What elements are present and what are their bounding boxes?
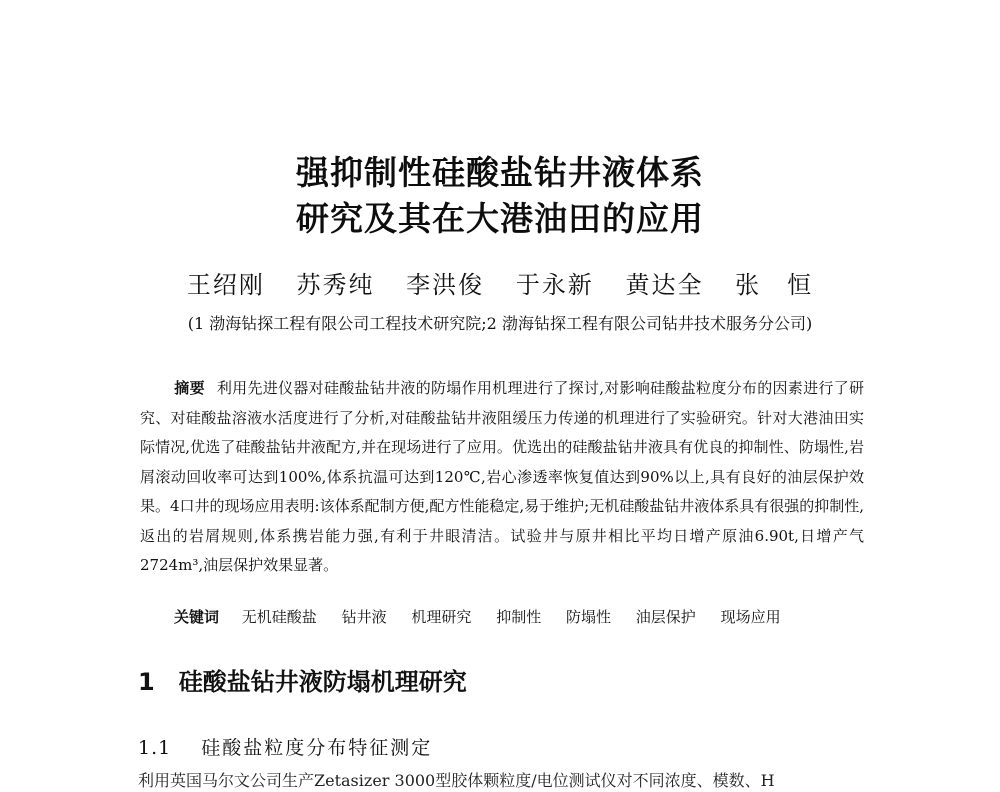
affiliation: (1 渤海钻探工程有限公司工程技术研究院;2 渤海钻探工程有限公司钻井技术服务分公司) <box>187 314 813 333</box>
subsection-number: 1.1 <box>138 737 172 759</box>
author-name: 黄达全 <box>625 271 704 299</box>
abstract-text: 利用先进仪器对硅酸盐钻井液的防塌作用机理进行了探讨,对影响硅酸盐粒度分布的因素进行了研究、对硅酸盐溶液水活度进行了分析,对硅酸盐钻井液阻缓压力传递的机理进行了实验研究。针对大港油田实际情况,优选了硅酸盐钻井液配方,并在现场进行了应用。优选出的硅酸盐钻井液具有优良的抑制性、防塌性,岩屑滚动回收率可达到100%,体系抗温可达到120℃,岩心渗透率恢复值达到90%以上,具有良好的油层保护效果。4口井的现场应用表明:该体系配制方便,配方性能稳定,易于维护;无机硅酸盐钻井液体系具有很强的抑制性,返出的岩屑规则,体系携岩能力强,有利于井眼清洁。试验井与原井相比平均日增产原油6.90t,日增产气2724m³,油层保护效果显著。 <box>140 379 864 574</box>
author-list <box>0 270 1000 300</box>
keyword: 机理研究 <box>411 608 472 626</box>
keyword: 油层保护 <box>635 608 696 626</box>
keyword: 防塌性 <box>565 608 611 626</box>
paper-title <box>0 150 1000 242</box>
keyword: 无机硅酸盐 <box>241 608 317 626</box>
keywords-label: 关键词 <box>174 608 220 626</box>
subsection-heading <box>138 734 432 762</box>
subsection-title: 硅酸盐粒度分布特征测定 <box>201 737 433 759</box>
author-name: 张 恒 <box>735 271 814 299</box>
keyword: 抑制性 <box>496 608 542 626</box>
author-name: 于永新 <box>515 271 594 299</box>
body-text-cutoff: 利用英国马尔文公司生产Zetasizer 3000型胶体颗粒度/电位测试仪对不同浓度、模数、H <box>138 771 775 790</box>
keyword: 钻井液 <box>341 608 387 626</box>
section-title: 硅酸盐钻井液防塌机理研究 <box>178 668 467 696</box>
abstract <box>140 374 864 581</box>
keyword: 现场应用 <box>720 608 781 626</box>
title-line-2: 研究及其在大港油田的应用 <box>296 199 704 238</box>
keywords <box>174 604 874 630</box>
author-name: 苏秀纯 <box>296 271 375 299</box>
title-line-1: 强抑制性硅酸盐钻井液体系 <box>296 153 704 192</box>
section-heading <box>138 666 467 698</box>
author-name: 王绍刚 <box>186 271 265 299</box>
abstract-label: 摘要 <box>174 379 205 397</box>
section-number: 1 <box>138 668 155 696</box>
author-name: 李洪俊 <box>406 271 485 299</box>
